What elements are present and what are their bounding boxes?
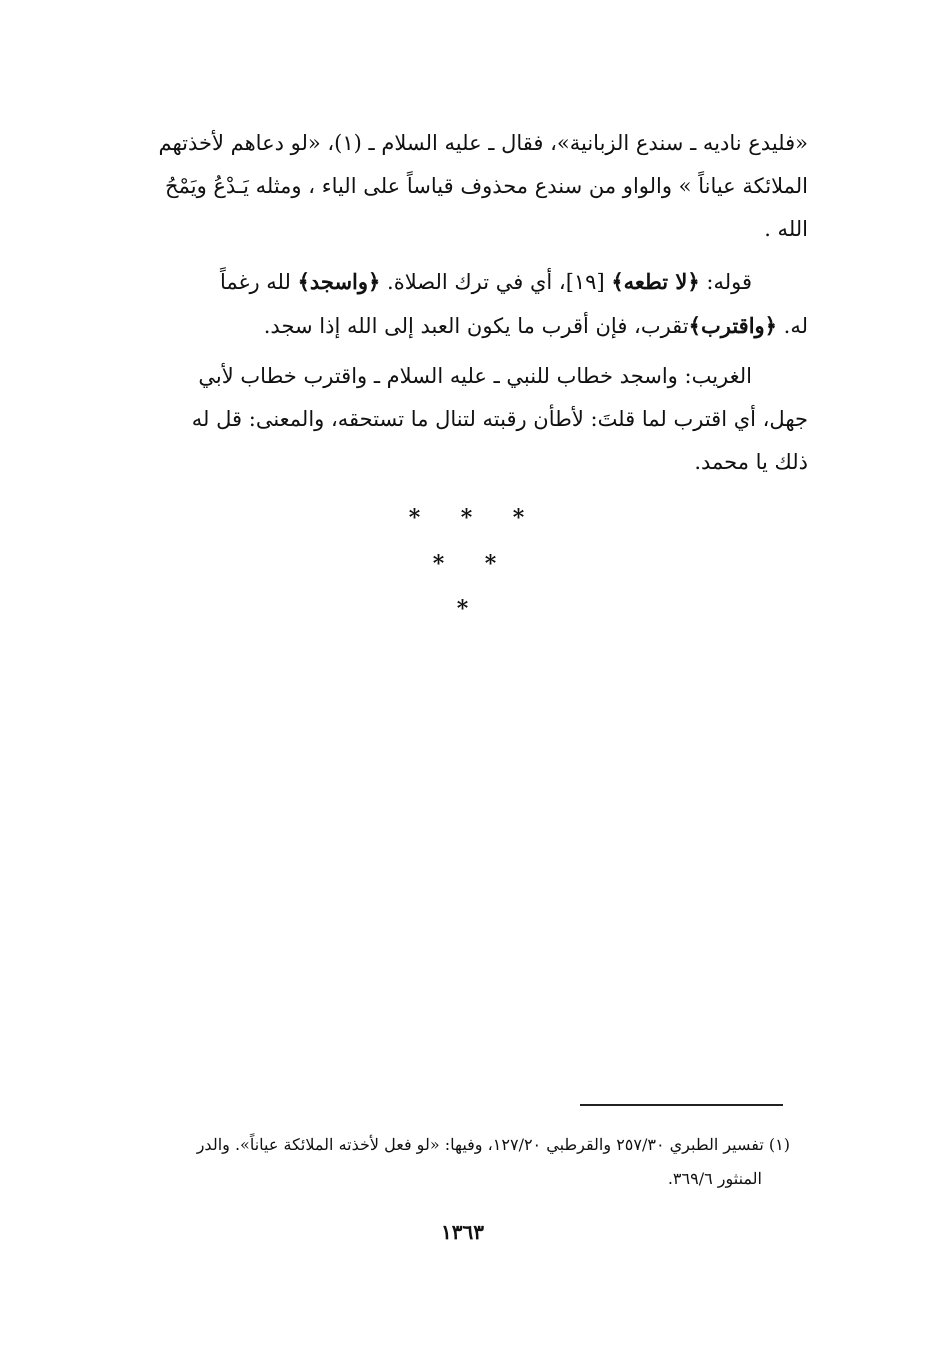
ornament-star: * — [456, 596, 469, 622]
page-number: ١٣٦٣ — [441, 1220, 484, 1244]
ornament-star: * — [432, 551, 445, 577]
paragraph-1-line-1: «فليدع ناديه ـ سندع الزبانية»، فقال ـ عليه السلام ـ (١)، «لو دعاهم لأخذتهم — [158, 131, 808, 155]
paragraph-2-suffix: لله رغماً — [219, 270, 298, 294]
paragraph-3-line-3: ذلك يا محمد. — [694, 450, 808, 474]
quran-quote-la-tuti3hu: ﴿لا تطعه﴾ — [611, 269, 700, 294]
paragraph-1 — [100, 122, 808, 251]
paragraph-2-line-1 — [100, 260, 808, 304]
ornament-row-3 — [0, 596, 925, 622]
paragraph-1-line-3: الله . — [764, 217, 808, 241]
paragraph-2-middle: [١٩]، أي في ترك الصلاة. — [380, 270, 612, 294]
paragraph-1-line-2: الملائكة عياناً » والواو من سندع محذوف قياساً على الياء ، ومثله يَـدْعُ ويَمْحُ — [165, 174, 808, 198]
footnote-divider — [580, 1104, 783, 1106]
ornament-star: * — [512, 505, 525, 531]
paragraph-2-line-2 — [100, 304, 808, 348]
ornament-star: * — [460, 505, 473, 531]
ornament-star: * — [484, 551, 497, 577]
paragraph-2 — [100, 260, 808, 348]
paragraph-2-line-2-prefix: له. — [776, 314, 808, 338]
ornament-row-1 — [0, 505, 925, 531]
paragraph-3-line-1: الغريب: واسجد خطاب للنبي ـ عليه السلام ـ واقترب خطاب لأبي — [198, 364, 752, 388]
footnote-line-1: (١) تفسير الطبري ٢٥٧/٣٠ والقرطبي ١٢٧/٢٠، وفيها: «لو فعل لأخذته الملائكة عياناً». والدر — [196, 1135, 790, 1154]
quran-quote-wasjud: ﴿واسجد﴾ — [297, 269, 381, 294]
ornament-row-2 — [0, 551, 925, 577]
paragraph-2-line-2-suffix: تقرب، فإن أقرب ما يكون العبد إلى الله إذا سجد. — [263, 314, 689, 338]
paragraph-2-prefix: قوله: — [699, 270, 752, 294]
paragraph-3-line-2: جهل، أي اقترب لما قلتَ: لأطأن رقبته لتنال ما تستحقه، والمعنى: قل له — [191, 407, 808, 431]
quran-quote-waqtarib: ﴿واقترب﴾ — [688, 313, 777, 338]
footnote — [90, 1128, 790, 1196]
paragraph-3 — [100, 355, 808, 484]
footnote-line-2: المنثور ٣٦٩/٦. — [667, 1169, 762, 1188]
ornament-star: * — [408, 505, 421, 531]
